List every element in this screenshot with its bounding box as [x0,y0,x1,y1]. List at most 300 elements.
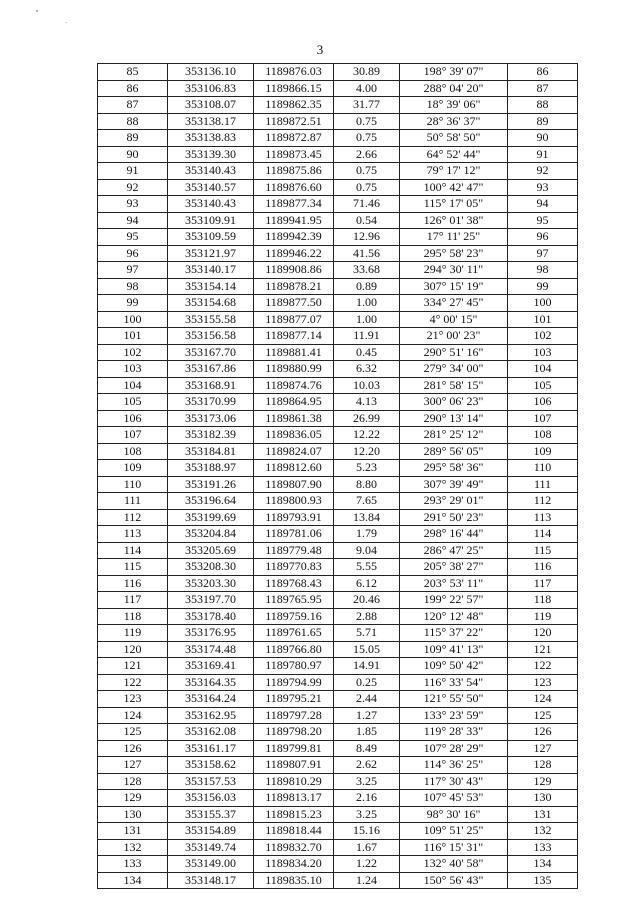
distance-cell: 8.49 [334,740,400,757]
bearing-cell: 294° 30' 11" [400,262,508,279]
table-row [98,674,578,691]
next-point-cell: 128 [508,757,578,774]
next-point-cell: 126 [508,724,578,741]
x-coordinate-cell: 353138.83 [168,130,254,147]
bearing-cell: 150° 56' 43" [400,872,508,889]
table-row [98,262,578,279]
table-row [98,460,578,477]
next-point-cell: 129 [508,773,578,790]
point-id-cell: 95 [98,229,168,246]
y-coordinate-cell: 1189768.43 [254,575,334,592]
y-coordinate-cell: 1189942.39 [254,229,334,246]
x-coordinate-cell: 353203.30 [168,575,254,592]
y-coordinate-cell: 1189872.51 [254,113,334,130]
x-coordinate-cell: 353176.95 [168,625,254,642]
y-coordinate-cell: 1189946.22 [254,245,334,262]
next-point-cell: 119 [508,608,578,625]
distance-cell: 2.88 [334,608,400,625]
bearing-cell: 198° 39' 07" [400,64,508,81]
bearing-cell: 18° 39' 06" [400,97,508,114]
next-point-cell: 93 [508,179,578,196]
next-point-cell: 94 [508,196,578,213]
y-coordinate-cell: 1189824.07 [254,443,334,460]
bearing-cell: 281° 58' 15" [400,377,508,394]
bearing-cell: 64° 52' 44" [400,146,508,163]
bearing-cell: 116° 33' 54" [400,674,508,691]
table-row [98,839,578,856]
point-id-cell: 99 [98,295,168,312]
x-coordinate-cell: 353140.17 [168,262,254,279]
table-row [98,311,578,328]
y-coordinate-cell: 1189798.20 [254,724,334,741]
y-coordinate-cell: 1189941.95 [254,212,334,229]
y-coordinate-cell: 1189765.95 [254,592,334,609]
next-point-cell: 89 [508,113,578,130]
distance-cell: 3.25 [334,773,400,790]
y-coordinate-cell: 1189818.44 [254,823,334,840]
point-id-cell: 105 [98,394,168,411]
table-row [98,592,578,609]
bearing-cell: 119° 28' 33" [400,724,508,741]
next-point-cell: 109 [508,443,578,460]
x-coordinate-cell: 353140.57 [168,179,254,196]
scan-speck [66,22,67,23]
next-point-cell: 123 [508,674,578,691]
bearing-cell: 120° 12' 48" [400,608,508,625]
distance-cell: 20.46 [334,592,400,609]
distance-cell: 12.22 [334,427,400,444]
y-coordinate-cell: 1189878.21 [254,278,334,295]
bearing-cell: 98° 30' 16" [400,806,508,823]
table-row [98,542,578,559]
x-coordinate-cell: 353199.69 [168,509,254,526]
x-coordinate-cell: 353174.48 [168,641,254,658]
next-point-cell: 120 [508,625,578,642]
table-row [98,443,578,460]
point-id-cell: 129 [98,790,168,807]
point-id-cell: 112 [98,509,168,526]
point-id-cell: 86 [98,80,168,97]
next-point-cell: 124 [508,691,578,708]
next-point-cell: 88 [508,97,578,114]
point-id-cell: 109 [98,460,168,477]
y-coordinate-cell: 1189877.07 [254,311,334,328]
point-id-cell: 127 [98,757,168,774]
bearing-cell: 115° 17' 05" [400,196,508,213]
next-point-cell: 86 [508,64,578,81]
point-id-cell: 132 [98,839,168,856]
table-row [98,493,578,510]
x-coordinate-cell: 353140.43 [168,196,254,213]
distance-cell: 5.71 [334,625,400,642]
y-coordinate-cell: 1189877.14 [254,328,334,345]
distance-cell: 12.96 [334,229,400,246]
table-row [98,245,578,262]
distance-cell: 5.55 [334,559,400,576]
x-coordinate-cell: 353173.06 [168,410,254,427]
point-id-cell: 93 [98,196,168,213]
distance-cell: 0.75 [334,113,400,130]
bearing-cell: 50° 58' 50" [400,130,508,147]
distance-cell: 0.54 [334,212,400,229]
bearing-cell: 288° 04' 20" [400,80,508,97]
y-coordinate-cell: 1189770.83 [254,559,334,576]
point-id-cell: 98 [98,278,168,295]
distance-cell: 10.03 [334,377,400,394]
y-coordinate-cell: 1189795.21 [254,691,334,708]
distance-cell: 6.32 [334,361,400,378]
next-point-cell: 102 [508,328,578,345]
distance-cell: 0.75 [334,130,400,147]
y-coordinate-cell: 1189781.06 [254,526,334,543]
next-point-cell: 131 [508,806,578,823]
x-coordinate-cell: 353158.62 [168,757,254,774]
next-point-cell: 130 [508,790,578,807]
x-coordinate-cell: 353154.68 [168,295,254,312]
next-point-cell: 121 [508,641,578,658]
table-row [98,509,578,526]
distance-cell: 30.89 [334,64,400,81]
y-coordinate-cell: 1189908.86 [254,262,334,279]
point-id-cell: 110 [98,476,168,493]
bearing-cell: 117° 30' 43" [400,773,508,790]
x-coordinate-cell: 353191.26 [168,476,254,493]
point-id-cell: 120 [98,641,168,658]
table-row [98,872,578,889]
next-point-cell: 92 [508,163,578,180]
point-id-cell: 88 [98,113,168,130]
bearing-cell: 279° 34' 00" [400,361,508,378]
point-id-cell: 91 [98,163,168,180]
point-id-cell: 124 [98,707,168,724]
bearing-cell: 107° 45' 53" [400,790,508,807]
bearing-cell: 109° 51' 25" [400,823,508,840]
table-row [98,608,578,625]
y-coordinate-cell: 1189807.90 [254,476,334,493]
next-point-cell: 125 [508,707,578,724]
next-point-cell: 110 [508,460,578,477]
point-id-cell: 119 [98,625,168,642]
x-coordinate-cell: 353162.08 [168,724,254,741]
x-coordinate-cell: 353155.58 [168,311,254,328]
point-id-cell: 128 [98,773,168,790]
y-coordinate-cell: 1189799.81 [254,740,334,757]
point-id-cell: 117 [98,592,168,609]
next-point-cell: 91 [508,146,578,163]
table-row [98,823,578,840]
y-coordinate-cell: 1189881.41 [254,344,334,361]
x-coordinate-cell: 353136.10 [168,64,254,81]
next-point-cell: 101 [508,311,578,328]
next-point-cell: 116 [508,559,578,576]
distance-cell: 15.16 [334,823,400,840]
bearing-cell: 116° 15' 31" [400,839,508,856]
scan-speck [36,10,38,12]
y-coordinate-cell: 1189873.45 [254,146,334,163]
bearing-cell: 290° 13' 14" [400,410,508,427]
table-row [98,410,578,427]
next-point-cell: 104 [508,361,578,378]
bearing-cell: 300° 06' 23" [400,394,508,411]
y-coordinate-cell: 1189779.48 [254,542,334,559]
table-row [98,64,578,81]
distance-cell: 8.80 [334,476,400,493]
next-point-cell: 115 [508,542,578,559]
y-coordinate-cell: 1189810.29 [254,773,334,790]
distance-cell: 26.99 [334,410,400,427]
distance-cell: 71.46 [334,196,400,213]
y-coordinate-cell: 1189800.93 [254,493,334,510]
table-row [98,790,578,807]
next-point-cell: 95 [508,212,578,229]
y-coordinate-cell: 1189835.10 [254,872,334,889]
distance-cell: 2.16 [334,790,400,807]
table-row [98,740,578,757]
y-coordinate-cell: 1189813.17 [254,790,334,807]
bearing-cell: 17° 11' 25" [400,229,508,246]
y-coordinate-cell: 1189836.05 [254,427,334,444]
y-coordinate-cell: 1189874.76 [254,377,334,394]
x-coordinate-cell: 353138.17 [168,113,254,130]
point-id-cell: 114 [98,542,168,559]
distance-cell: 33.68 [334,262,400,279]
point-id-cell: 125 [98,724,168,741]
bearing-cell: 199° 22' 57" [400,592,508,609]
point-id-cell: 100 [98,311,168,328]
y-coordinate-cell: 1189759.16 [254,608,334,625]
bearing-cell: 107° 28' 29" [400,740,508,757]
y-coordinate-cell: 1189797.28 [254,707,334,724]
table-row [98,344,578,361]
y-coordinate-cell: 1189794.99 [254,674,334,691]
point-id-cell: 107 [98,427,168,444]
point-id-cell: 130 [98,806,168,823]
x-coordinate-cell: 353108.07 [168,97,254,114]
table-row [98,476,578,493]
table-row [98,625,578,642]
table-row [98,394,578,411]
next-point-cell: 132 [508,823,578,840]
point-id-cell: 101 [98,328,168,345]
x-coordinate-cell: 353121.97 [168,245,254,262]
table-row [98,328,578,345]
table-row [98,526,578,543]
next-point-cell: 99 [508,278,578,295]
table-row [98,377,578,394]
coordinates-table-body [98,64,578,889]
distance-cell: 4.00 [334,80,400,97]
next-point-cell: 118 [508,592,578,609]
bearing-cell: 115° 37' 22" [400,625,508,642]
next-point-cell: 106 [508,394,578,411]
point-id-cell: 90 [98,146,168,163]
next-point-cell: 98 [508,262,578,279]
y-coordinate-cell: 1189834.20 [254,856,334,873]
next-point-cell: 97 [508,245,578,262]
distance-cell: 1.22 [334,856,400,873]
table-row [98,212,578,229]
x-coordinate-cell: 353162.95 [168,707,254,724]
x-coordinate-cell: 353205.69 [168,542,254,559]
y-coordinate-cell: 1189880.99 [254,361,334,378]
y-coordinate-cell: 1189832.70 [254,839,334,856]
next-point-cell: 134 [508,856,578,873]
x-coordinate-cell: 353154.89 [168,823,254,840]
coordinates-table [97,63,578,889]
table-row [98,559,578,576]
point-id-cell: 121 [98,658,168,675]
page-number: 3 [316,42,324,57]
distance-cell: 1.85 [334,724,400,741]
x-coordinate-cell: 353156.03 [168,790,254,807]
next-point-cell: 105 [508,377,578,394]
y-coordinate-cell: 1189876.60 [254,179,334,196]
point-id-cell: 123 [98,691,168,708]
distance-cell: 1.00 [334,295,400,312]
x-coordinate-cell: 353188.97 [168,460,254,477]
point-id-cell: 92 [98,179,168,196]
next-point-cell: 112 [508,493,578,510]
point-id-cell: 118 [98,608,168,625]
distance-cell: 0.75 [334,163,400,180]
y-coordinate-cell: 1189815.23 [254,806,334,823]
bearing-cell: 281° 25' 12" [400,427,508,444]
y-coordinate-cell: 1189766.80 [254,641,334,658]
y-coordinate-cell: 1189861.38 [254,410,334,427]
distance-cell: 0.25 [334,674,400,691]
distance-cell: 6.12 [334,575,400,592]
point-id-cell: 85 [98,64,168,81]
point-id-cell: 102 [98,344,168,361]
point-id-cell: 96 [98,245,168,262]
y-coordinate-cell: 1189793.91 [254,509,334,526]
table-row [98,295,578,312]
distance-cell: 12.20 [334,443,400,460]
distance-cell: 14.91 [334,658,400,675]
table-row [98,196,578,213]
distance-cell: 15.05 [334,641,400,658]
table-row [98,130,578,147]
point-id-cell: 108 [98,443,168,460]
table-row [98,575,578,592]
distance-cell: 9.04 [334,542,400,559]
x-coordinate-cell: 353204.84 [168,526,254,543]
distance-cell: 1.67 [334,839,400,856]
table-row [98,707,578,724]
y-coordinate-cell: 1189876.03 [254,64,334,81]
point-id-cell: 111 [98,493,168,510]
x-coordinate-cell: 353208.30 [168,559,254,576]
distance-cell: 0.45 [334,344,400,361]
table-row [98,691,578,708]
distance-cell: 1.00 [334,311,400,328]
bearing-cell: 289° 56' 05" [400,443,508,460]
table-row [98,773,578,790]
bearing-cell: 298° 16' 44" [400,526,508,543]
table-row [98,757,578,774]
point-id-cell: 115 [98,559,168,576]
bearing-cell: 205° 38' 27" [400,559,508,576]
table-row [98,229,578,246]
distance-cell: 1.27 [334,707,400,724]
x-coordinate-cell: 353170.99 [168,394,254,411]
table-row [98,97,578,114]
distance-cell: 0.75 [334,179,400,196]
distance-cell: 13.84 [334,509,400,526]
table-row [98,163,578,180]
next-point-cell: 90 [508,130,578,147]
bearing-cell: 203° 53' 11" [400,575,508,592]
next-point-cell: 100 [508,295,578,312]
y-coordinate-cell: 1189761.65 [254,625,334,642]
bearing-cell: 79° 17' 12" [400,163,508,180]
next-point-cell: 127 [508,740,578,757]
y-coordinate-cell: 1189866.15 [254,80,334,97]
table-row [98,641,578,658]
x-coordinate-cell: 353156.58 [168,328,254,345]
next-point-cell: 122 [508,658,578,675]
point-id-cell: 104 [98,377,168,394]
distance-cell: 1.79 [334,526,400,543]
x-coordinate-cell: 353161.17 [168,740,254,757]
bearing-cell: 4° 00' 15" [400,311,508,328]
bearing-cell: 132° 40' 58" [400,856,508,873]
bearing-cell: 334° 27' 45" [400,295,508,312]
distance-cell: 31.77 [334,97,400,114]
x-coordinate-cell: 353196.64 [168,493,254,510]
point-id-cell: 133 [98,856,168,873]
x-coordinate-cell: 353139.30 [168,146,254,163]
point-id-cell: 131 [98,823,168,840]
next-point-cell: 114 [508,526,578,543]
table-row [98,113,578,130]
table-row [98,146,578,163]
point-id-cell: 106 [98,410,168,427]
x-coordinate-cell: 353154.14 [168,278,254,295]
point-id-cell: 126 [98,740,168,757]
bearing-cell: 133° 23' 59" [400,707,508,724]
bearing-cell: 295° 58' 36" [400,460,508,477]
bearing-cell: 114° 36' 25" [400,757,508,774]
bearing-cell: 121° 55' 50" [400,691,508,708]
bearing-cell: 291° 50' 23" [400,509,508,526]
bearing-cell: 290° 51' 16" [400,344,508,361]
next-point-cell: 133 [508,839,578,856]
bearing-cell: 286° 47' 25" [400,542,508,559]
x-coordinate-cell: 353149.74 [168,839,254,856]
distance-cell: 11.91 [334,328,400,345]
next-point-cell: 96 [508,229,578,246]
point-id-cell: 97 [98,262,168,279]
table-row [98,361,578,378]
table-row [98,724,578,741]
x-coordinate-cell: 353109.59 [168,229,254,246]
y-coordinate-cell: 1189812.60 [254,460,334,477]
x-coordinate-cell: 353168.91 [168,377,254,394]
next-point-cell: 113 [508,509,578,526]
x-coordinate-cell: 353184.81 [168,443,254,460]
y-coordinate-cell: 1189877.50 [254,295,334,312]
point-id-cell: 122 [98,674,168,691]
bearing-cell: 307° 15' 19" [400,278,508,295]
table-row [98,179,578,196]
table-row [98,278,578,295]
bearing-cell: 295° 58' 23" [400,245,508,262]
point-id-cell: 87 [98,97,168,114]
distance-cell: 2.44 [334,691,400,708]
x-coordinate-cell: 353155.37 [168,806,254,823]
distance-cell: 4.13 [334,394,400,411]
